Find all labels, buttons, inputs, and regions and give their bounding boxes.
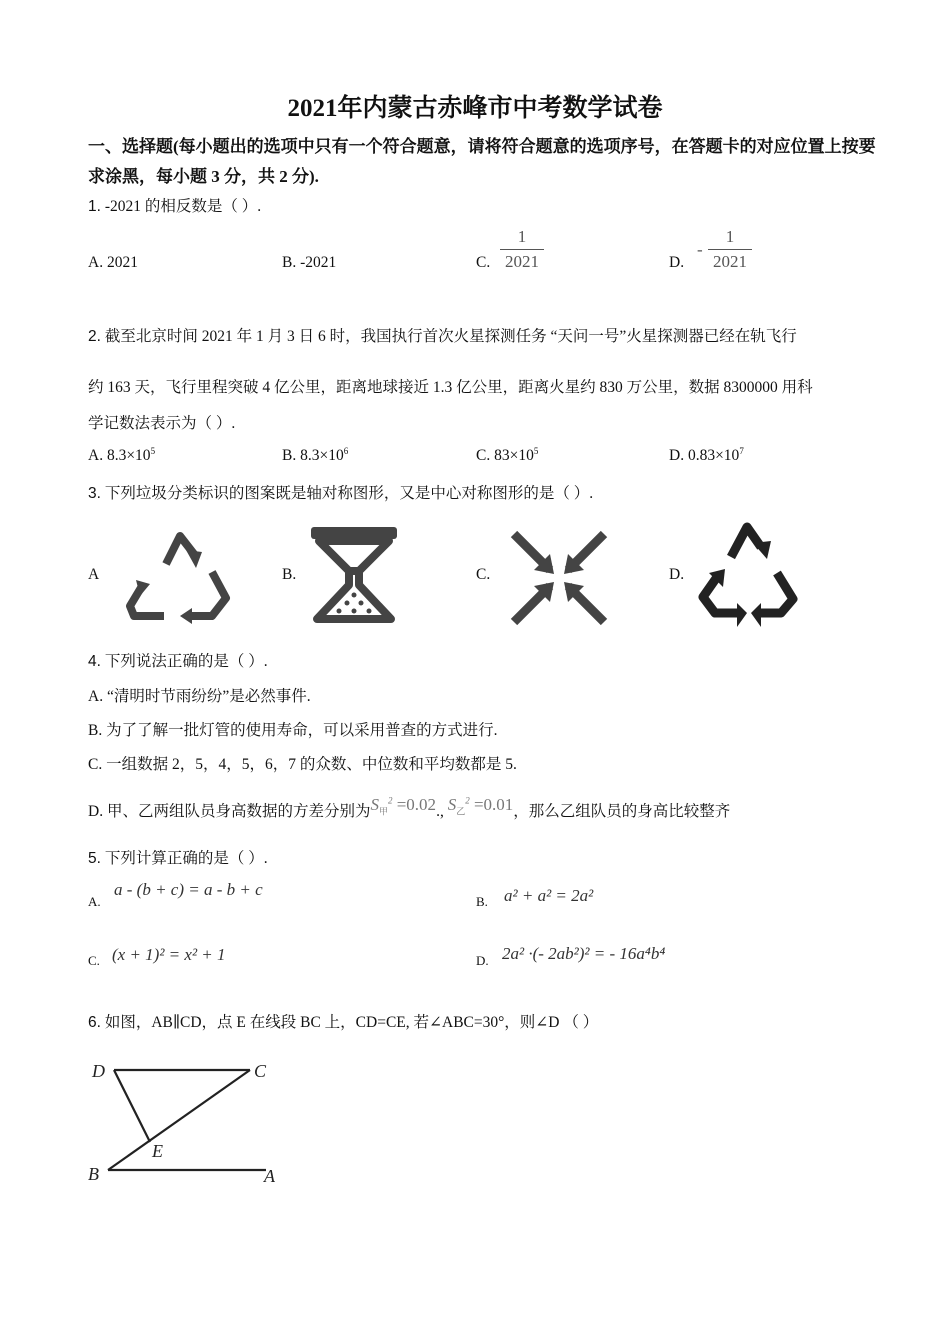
option-a: A. 2021 [88, 254, 138, 271]
fraction-denominator: 2021 [505, 252, 539, 271]
option-a-expression: a - (b + c) = a - b + c [114, 880, 263, 899]
question-text: 下列说法正确的是（ ）. [104, 653, 268, 670]
question-number: 5. [88, 850, 101, 867]
fraction-numerator: 1 [725, 227, 735, 246]
option-c-expression: (x + 1)² = x² + 1 [112, 945, 226, 964]
negative-sign: - [697, 240, 703, 259]
question-1 [88, 194, 261, 216]
option-b-expression: a² + a² = 2a² [504, 886, 594, 905]
option-d: D. $0.83\times 10^7$ [669, 446, 744, 465]
question-text: 下列垃圾分类标识的图案既是轴对称图形，又是中心对称图形的是（ ）. [104, 485, 594, 502]
option-b: B. $8.3\times 10^6$ [282, 446, 349, 465]
fraction-bar [500, 249, 544, 250]
question-5 [88, 846, 268, 868]
fraction-denominator: 2021 [713, 252, 747, 271]
option-d-label: D. [476, 953, 489, 968]
option-d: D. 甲、乙两组队员身高数据的方差分别为$S_甲^2 =0.02$., $S_乙^2 =0.01$，那么乙组队员的身高比较整齐 [88, 795, 731, 820]
option-d-label: D. [669, 566, 685, 583]
question-text: 截至北京时间 2021 年 1 月 3 日 6 时，我国执行首次火星探测任务 “天问一号”火星探测器已经在轨飞行 [104, 328, 797, 345]
question-number: 3. [88, 485, 101, 502]
question-6 [88, 1010, 598, 1032]
label-a: A [264, 1166, 275, 1186]
option-b: B. 为了了解一批灯管的使用寿命，可以采用普查的方式进行. [88, 722, 498, 739]
question-text: 如图，AB∥CD，点 E 在线段 BC 上，CD=CE, 若∠ABC=30°，则∠D （ ） [104, 1014, 599, 1031]
fraction-c [500, 227, 544, 272]
question-2-line-2: 约 163 天，飞行里程突破 4 亿公里，距离地球接近 1.3 亿公里，距离火星约 830 万公里，数据 8300000 用科 [88, 379, 813, 396]
segment-cb [108, 1070, 250, 1170]
option-b: B. -2021 [282, 254, 337, 271]
option-a: A. $8.3\times 10^5$ [88, 446, 156, 465]
geometry-figure [86, 1056, 301, 1196]
section-heading: 一、选择题(每小题出的选项中只有一个符合题意，请将符合题意的选项序号，在答题卡的对应位置上按要求涂黑，每小题 3 分，共 2 分). [88, 137, 876, 186]
question-number: 4. [88, 653, 101, 670]
question-number: 6. [88, 1014, 101, 1031]
fraction-numerator: 1 [517, 227, 527, 246]
segment-de [114, 1070, 150, 1142]
recycle-arrows-icon [697, 517, 801, 630]
option-c: C. $83\times 10^5$ [476, 446, 539, 465]
question-text: -2021 的相反数是（ ）. [104, 198, 262, 215]
question-3 [88, 481, 593, 503]
option-a: A. “清明时节雨纷纷”是必然事件. [88, 688, 311, 705]
question-number: 2. [88, 328, 101, 345]
question-2-line-1 [88, 324, 868, 346]
inward-arrows-icon [510, 530, 608, 626]
label-b: B [88, 1164, 99, 1184]
question-text: 下列计算正确的是（ ）. [104, 850, 268, 867]
option-c: C. 一组数据 2，5，4，5，6，7 的众数、中位数和平均数都是 5. [88, 756, 517, 773]
option-d-label: D. [669, 254, 685, 271]
option-b-label: B. [282, 566, 297, 583]
option-a-label: A. [88, 894, 101, 909]
question-number: 1. [88, 198, 101, 215]
question-4 [88, 649, 268, 671]
label-c: C [254, 1061, 267, 1081]
option-d-expression: 2a² ·(- 2ab²)² = - 16a⁴b⁴ [502, 944, 666, 963]
recycle-triangle-icon [122, 524, 238, 624]
option-c-label: C. [476, 254, 491, 271]
label-e: E [152, 1141, 163, 1161]
option-c-label: C. [88, 953, 100, 968]
fraction-bar [708, 249, 752, 250]
fraction-d [708, 227, 752, 272]
option-a-label: A [88, 566, 100, 583]
option-c-label: C. [476, 566, 491, 583]
page-title: 2021年内蒙古赤峰市中考数学试卷 [287, 95, 663, 122]
hourglass-icon [309, 525, 399, 625]
question-2-line-3: 学记数法表示为（ ）. [88, 415, 236, 432]
option-b-label: B. [476, 894, 488, 909]
label-d: D [92, 1061, 105, 1081]
